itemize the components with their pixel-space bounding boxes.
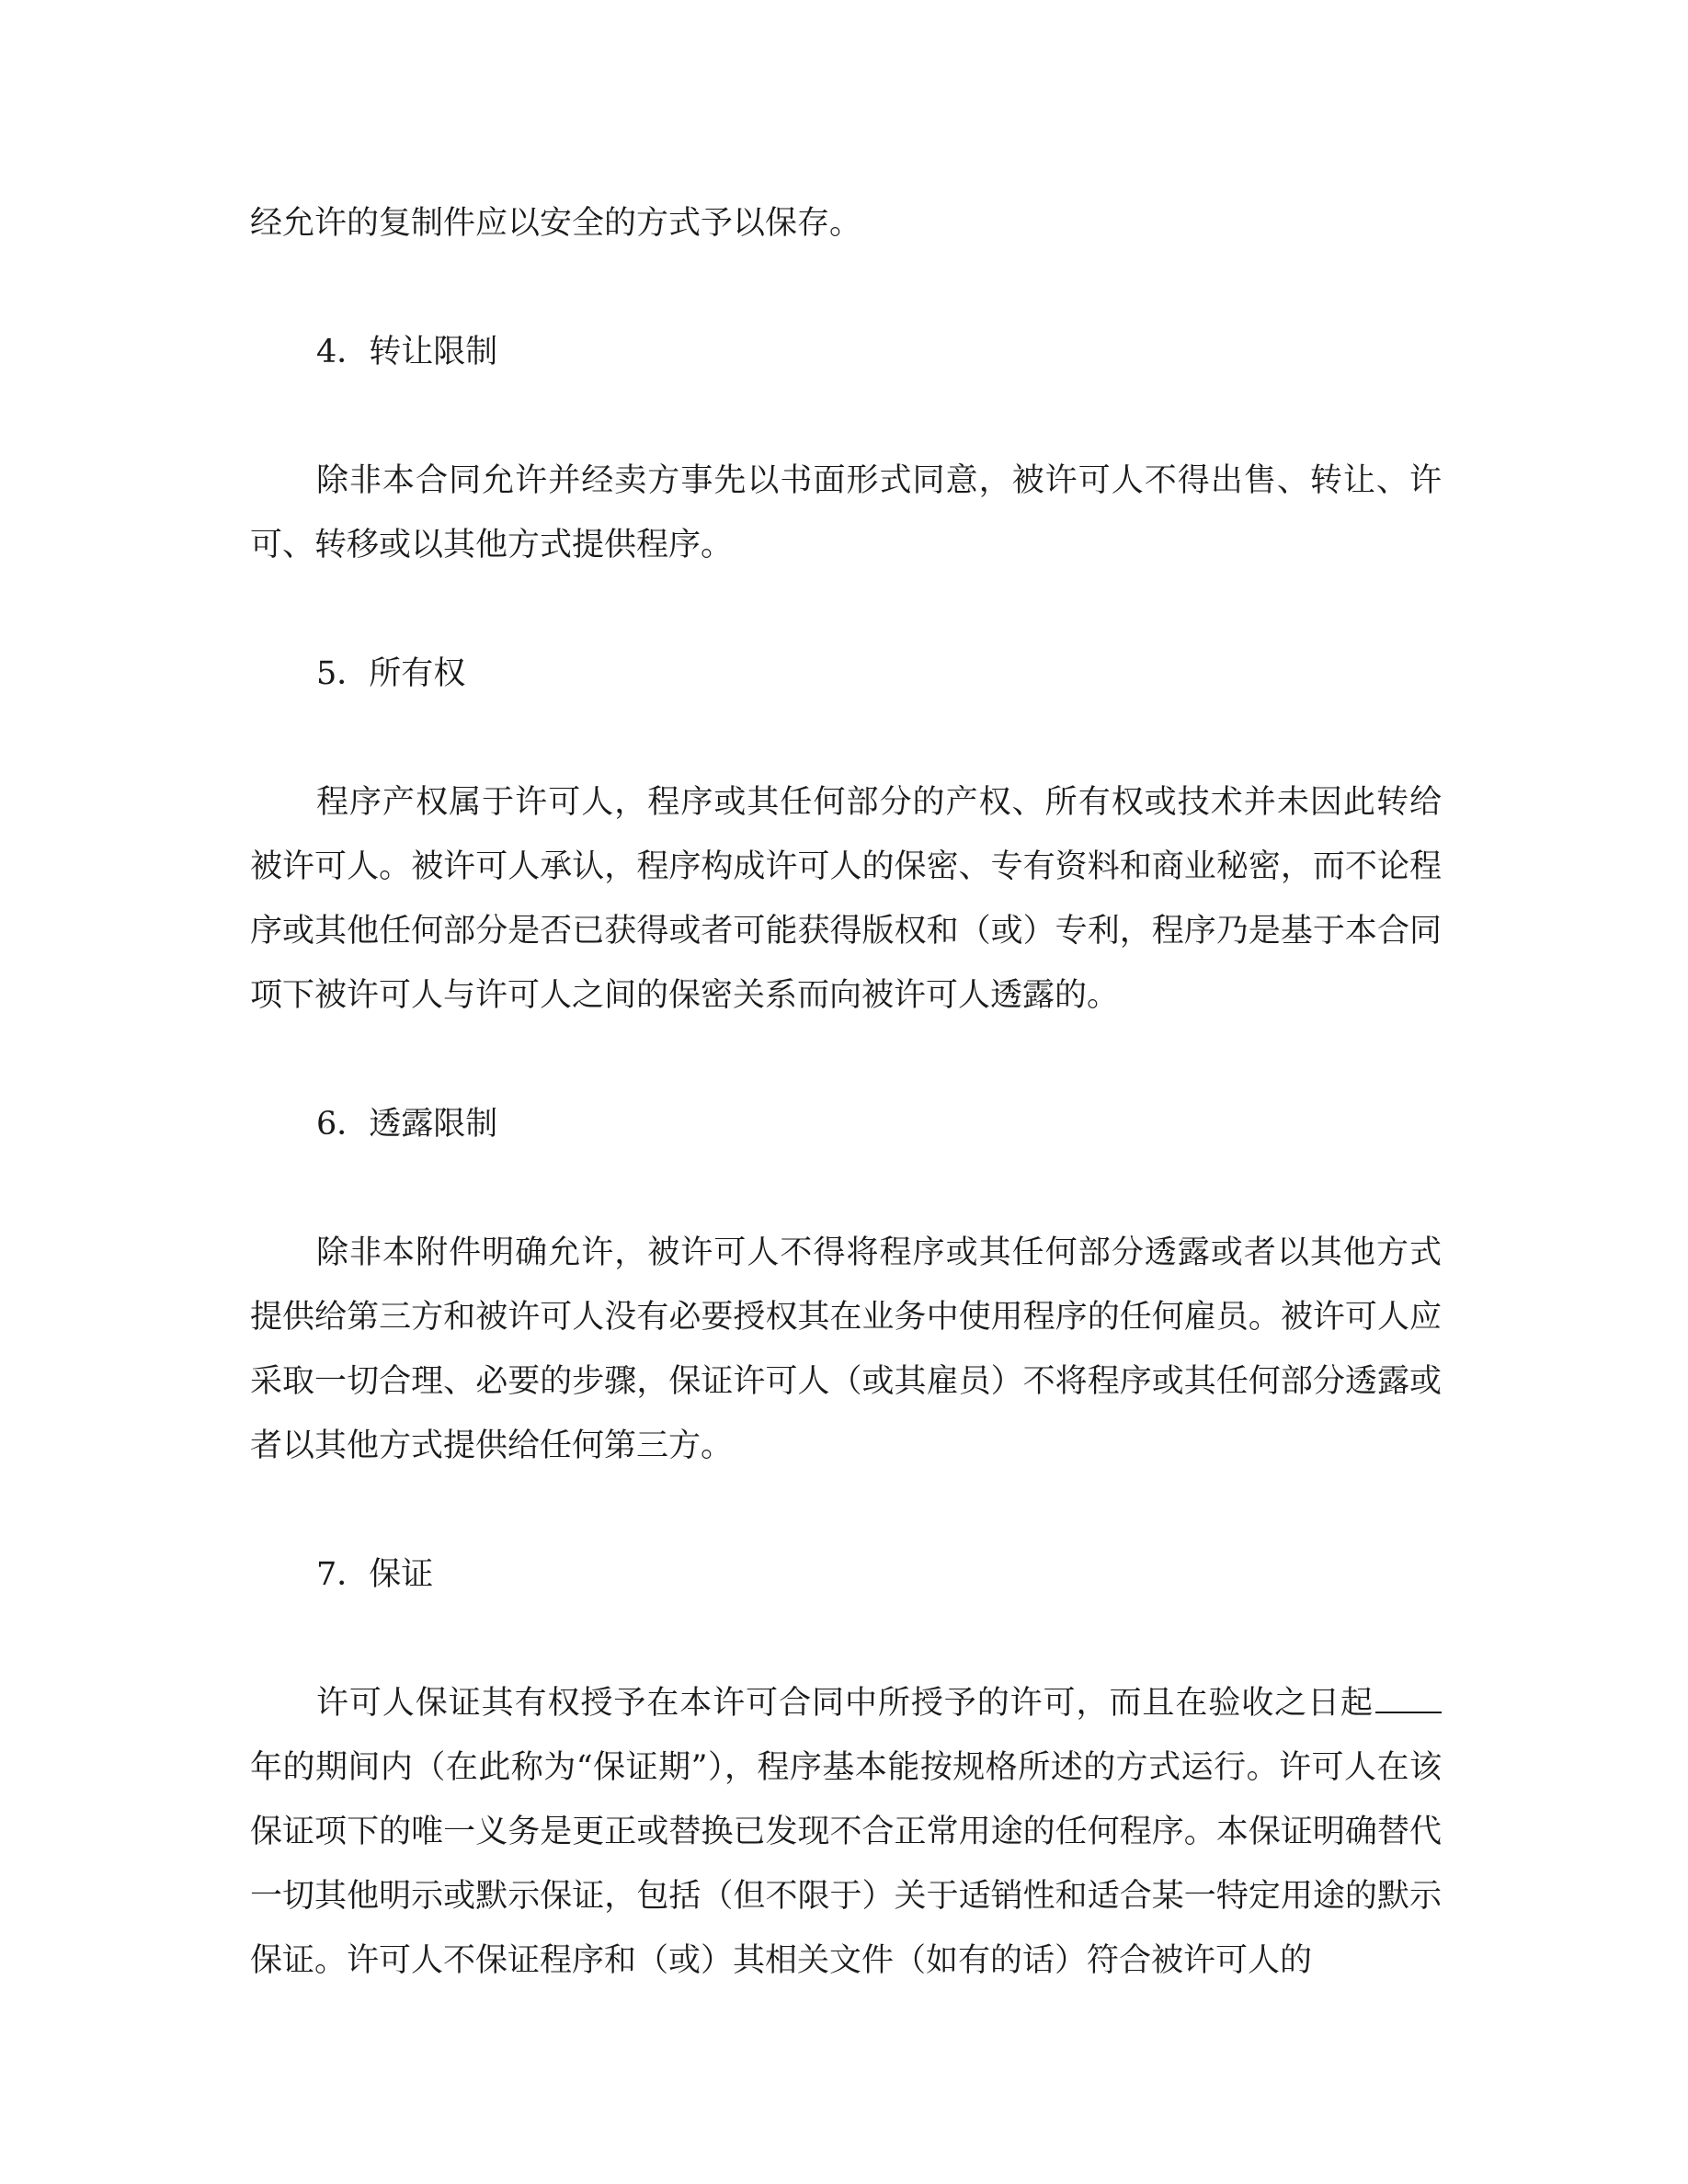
spacer bbox=[250, 256, 1442, 320]
section-heading-transfer-restriction: 4．转让限制 bbox=[316, 334, 498, 370]
section-paragraph-warranty bbox=[250, 1671, 1442, 1993]
section-heading-ownership: 5．所有权 bbox=[316, 655, 466, 692]
spacer bbox=[250, 1028, 1442, 1092]
section-paragraph-disclosure-restriction: 除非本附件明确允许，被许可人不得将程序或其任何部分透露或者以其他方式提供给第三方和被许可人没有必要授权其在业务中使用程序的任何雇员。被许可人应采取一切合理、必要的步骤，保证许可人（或其雇员）不将程序或其任何部分透露或者以其他方式提供给任何第三方。 bbox=[250, 1234, 1442, 1464]
spacer bbox=[250, 384, 1442, 449]
continuation-text: 经允许的复制件应以安全的方式予以保存。 bbox=[250, 205, 862, 242]
section-heading-warranty: 7．保证 bbox=[316, 1556, 434, 1593]
spacer bbox=[250, 1478, 1442, 1542]
document-page bbox=[250, 191, 1442, 1993]
spacer bbox=[250, 577, 1442, 642]
section-paragraph-transfer-restriction: 除非本合同允许并经卖方事先以书面形式同意，被许可人不得出售、转让、许可、转移或以其他方式提供程序。 bbox=[250, 462, 1442, 563]
warranty-years-blank bbox=[1375, 1684, 1442, 1713]
spacer bbox=[250, 1156, 1442, 1221]
section-heading-disclosure-restriction: 6．透露限制 bbox=[316, 1106, 498, 1143]
section-paragraph-ownership: 程序产权属于许可人，程序或其任何部分的产权、所有权或技术并未因此转给被许可人。被许可人承认，程序构成许可人的保密、专有资料和商业秘密，而不论程序或其他任何部分是否已获得或者可能获得版权和（或）专利，程序乃是基于本合同项下被许可人与许可人之间的保密关系而向被许可人透露的。 bbox=[250, 784, 1442, 1014]
warranty-text-after-blank: 年的期间内（在此称为“保证期”），程序基本能按规格所述的方式运行。许可人在该保证项下的唯一义务是更正或替换已发现不合正常用途的任何程序。本保证明确替代一切其他明示或默示保证，包括（但不限于）关于适销性和适合某一特定用途的默示保证。许可人不保证程序和（或）其相关文件（如有的话）符合被许可人的 bbox=[250, 1749, 1442, 1979]
spacer bbox=[250, 706, 1442, 770]
spacer bbox=[250, 1607, 1442, 1671]
warranty-text-before-blank: 许可人保证其有权授予在本许可合同中所授予的许可，而且在验收之日起 bbox=[316, 1685, 1374, 1722]
